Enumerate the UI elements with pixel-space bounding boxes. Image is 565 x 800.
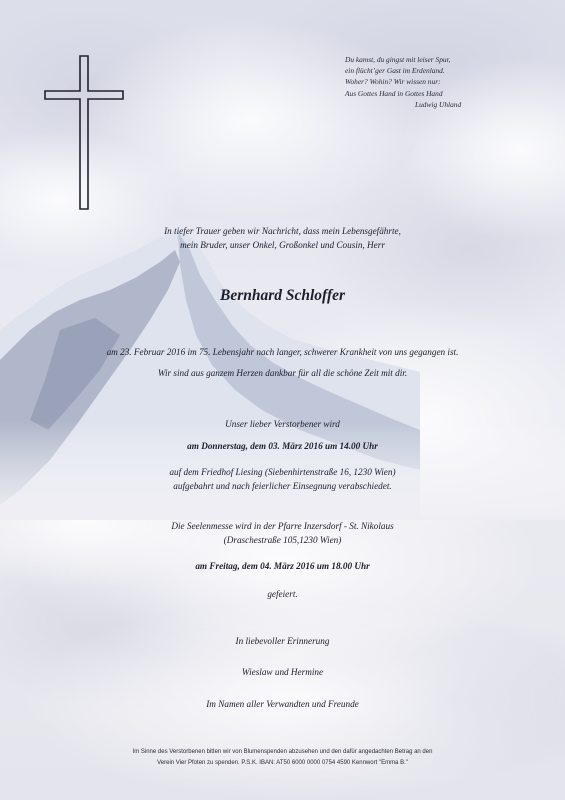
mass-line: (Draschestraße 105,1230 Wien) [223,535,342,545]
funeral-place [0,465,565,493]
donation-note-line: Verein Vier Pfoten zu spenden. P.S.K. IBAN: AT50 6000 0000 0754 4590 Kennwort "Emma B." [157,759,408,766]
poem-line: Du kamst, du gingst mit leiser Spur, [345,55,451,64]
poem [345,54,555,110]
deceased-name: Bernhard Schloffer [219,287,346,304]
signoff-names: Wieslaw und Hermine [241,667,324,677]
announcement [0,224,565,252]
poem-author: Ludwig Uhland [415,99,462,109]
mass-line: Die Seelenmesse wird in der Pfarre Inzersdorf - St. Nikolaus [171,521,394,531]
poem-line: Aus Gottes Hand in Gottes Hand [345,88,443,98]
death-info: am 23. Februar 2016 im 75. Lebensjahr nach langer, schwerer Krankheit von uns gegangen ist. [106,347,459,357]
gratitude-text: Wir sind aus ganzem Herzen dankbar für all die schöne Zeit mit dir. [157,368,408,378]
funeral-intro: Unser lieber Verstorbener wird [225,419,340,429]
poem-line: Woher? Wohin? Wir wissen nur: [345,77,441,87]
donation-note [0,747,565,768]
poem-line: ein flücht’ger Gast im Erdenland. [345,66,445,76]
funeral-date: am Donnerstag, dem 03. März 2016 um 14.00 Uhr [187,441,378,451]
mass-date: am Freitag, dem 04. März 2016 um 18.00 Uhr [195,561,370,571]
funeral-place-line: aufgebahrt und nach feierlicher Einsegnung verabschiedet. [173,481,392,491]
mass-closing: gefeiert. [267,589,298,599]
funeral-place-line: auf dem Friedhof Liesing (Siebenhirtenstraße 16, 1230 Wien) [169,467,396,477]
memory-text: In liebevoller Erinnerung [235,636,330,646]
announcement-line: In tiefer Trauer geben wir Nachricht, dass mein Lebensgefährte, [164,226,401,236]
relatives-text: Im Namen aller Verwandten und Freunde [206,699,359,709]
donation-note-line: Im Sinne des Verstorbenen bitten wir von Blumenspenden abzusehen und den dafür angedachten Betrag an den [132,749,433,755]
mass-info [0,519,565,547]
announcement-line: mein Bruder, unser Onkel, Großonkel und Cousin, Herr [180,240,385,250]
